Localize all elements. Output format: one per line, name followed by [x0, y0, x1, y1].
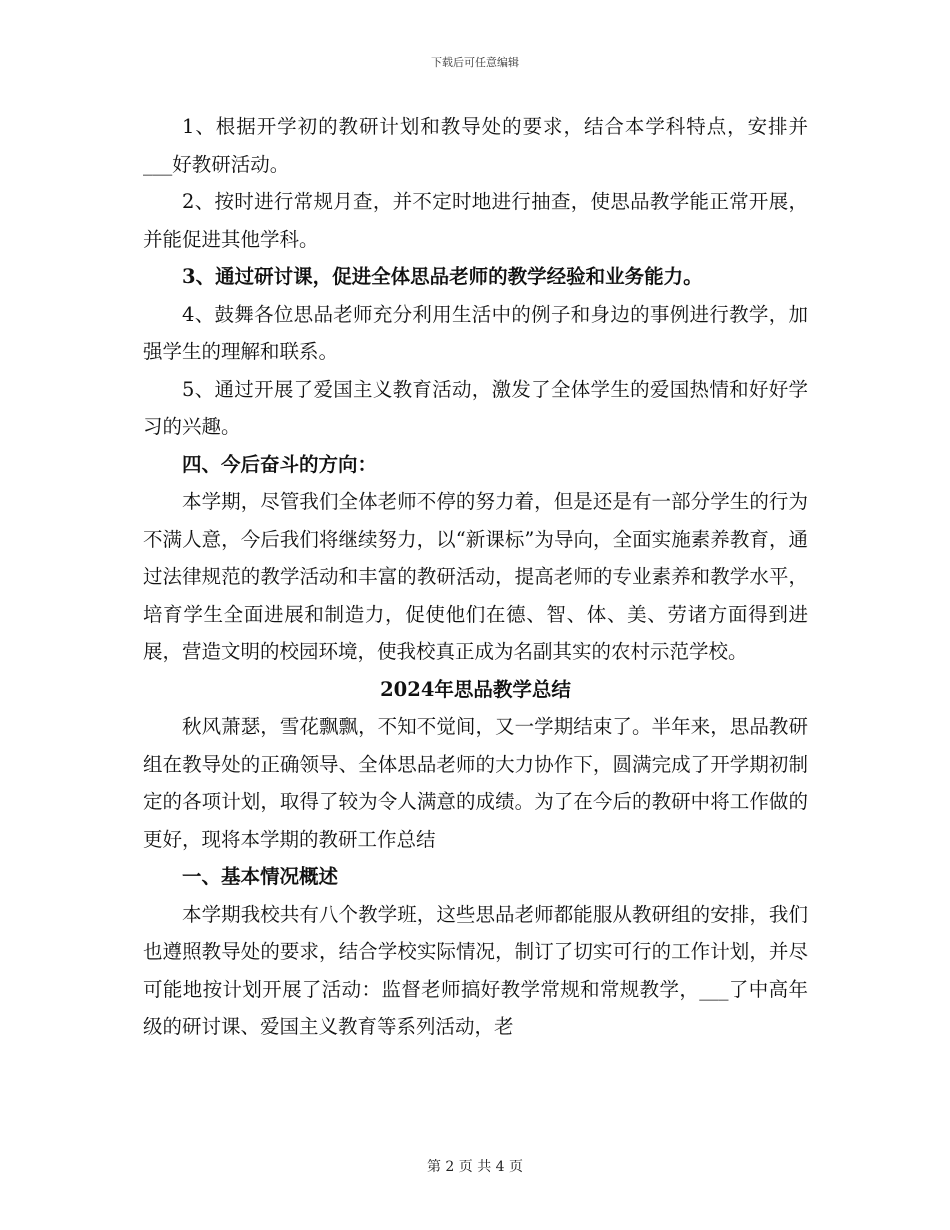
paragraph-future-direction: 本学期，尽管我们全体老师不停的努力着，但是还是有一部分学生的行为不满人意，今后我们将继续努力，以“新课标”为导向，全面实施素养教育，通过法律规范的教学活动和丰富的教研活动，提高老师的专业素养和教学水平，培育学生全面进展和制造力，促使他们在德、智、体、美、劳诸方面得到进展，营造文明的校园环境，使我校真正成为名副其实的农村示范学校。	[143, 490, 808, 663]
page-header-note: 下载后可任意编辑	[431, 56, 519, 69]
section-heading-future-direction: 四、今后奋斗的方向：	[182, 452, 378, 476]
paragraph-item-2: 2、按时进行常规月查，并不定时地进行抽查，使思品教学能正常开展，并能促进其他学科。	[143, 190, 808, 251]
document-body	[143, 108, 808, 1046]
paragraph-basic-overview: 本学期我校共有八个教学班，这些思品老师都能服从教研组的安排，我们也遵照教导处的要求，结合学校实际情况，制订了切实可行的工作计划，并尽可能地按计划开展了活动：监督老师搞好教学常规和常规教学，___了中高年级的研讨课、爱国主义教育等系列活动，老	[143, 902, 808, 1038]
paragraph-item-1: 1、根据开学初的教研计划和教导处的要求，结合本学科特点，安排并___好教研活动。	[143, 115, 808, 176]
page-footer-number: 第 2 页 共 4 页	[426, 1159, 524, 1175]
paragraph-item-3: 3、通过研讨课，促进全体思品老师的教学经验和业务能力。	[182, 265, 703, 288]
paragraph-intro: 秋风萧瑟，雪花飘飘，不知不觉间，又一学期结束了。半年来，思品教研组在教导处的正确领导、全体思品老师的大力协作下，圆满完成了开学期初制定的各项计划，取得了较为令人满意的成绩。为了在今后的教研中将工作做的更好，现将本学期的教研工作总结	[143, 715, 808, 851]
document-title: 2024年思品教学总结	[380, 677, 571, 701]
section-heading-basic-overview: 一、基本情况概述	[182, 865, 339, 888]
paragraph-item-4: 4、鼓舞各位思品老师充分利用生活中的例子和身边的事例进行教学，加强学生的理解和联系。	[143, 302, 808, 363]
paragraph-item-5: 5、通过开展了爱国主义教育活动，激发了全体学生的爱国热情和好好学习的兴趣。	[143, 377, 808, 438]
